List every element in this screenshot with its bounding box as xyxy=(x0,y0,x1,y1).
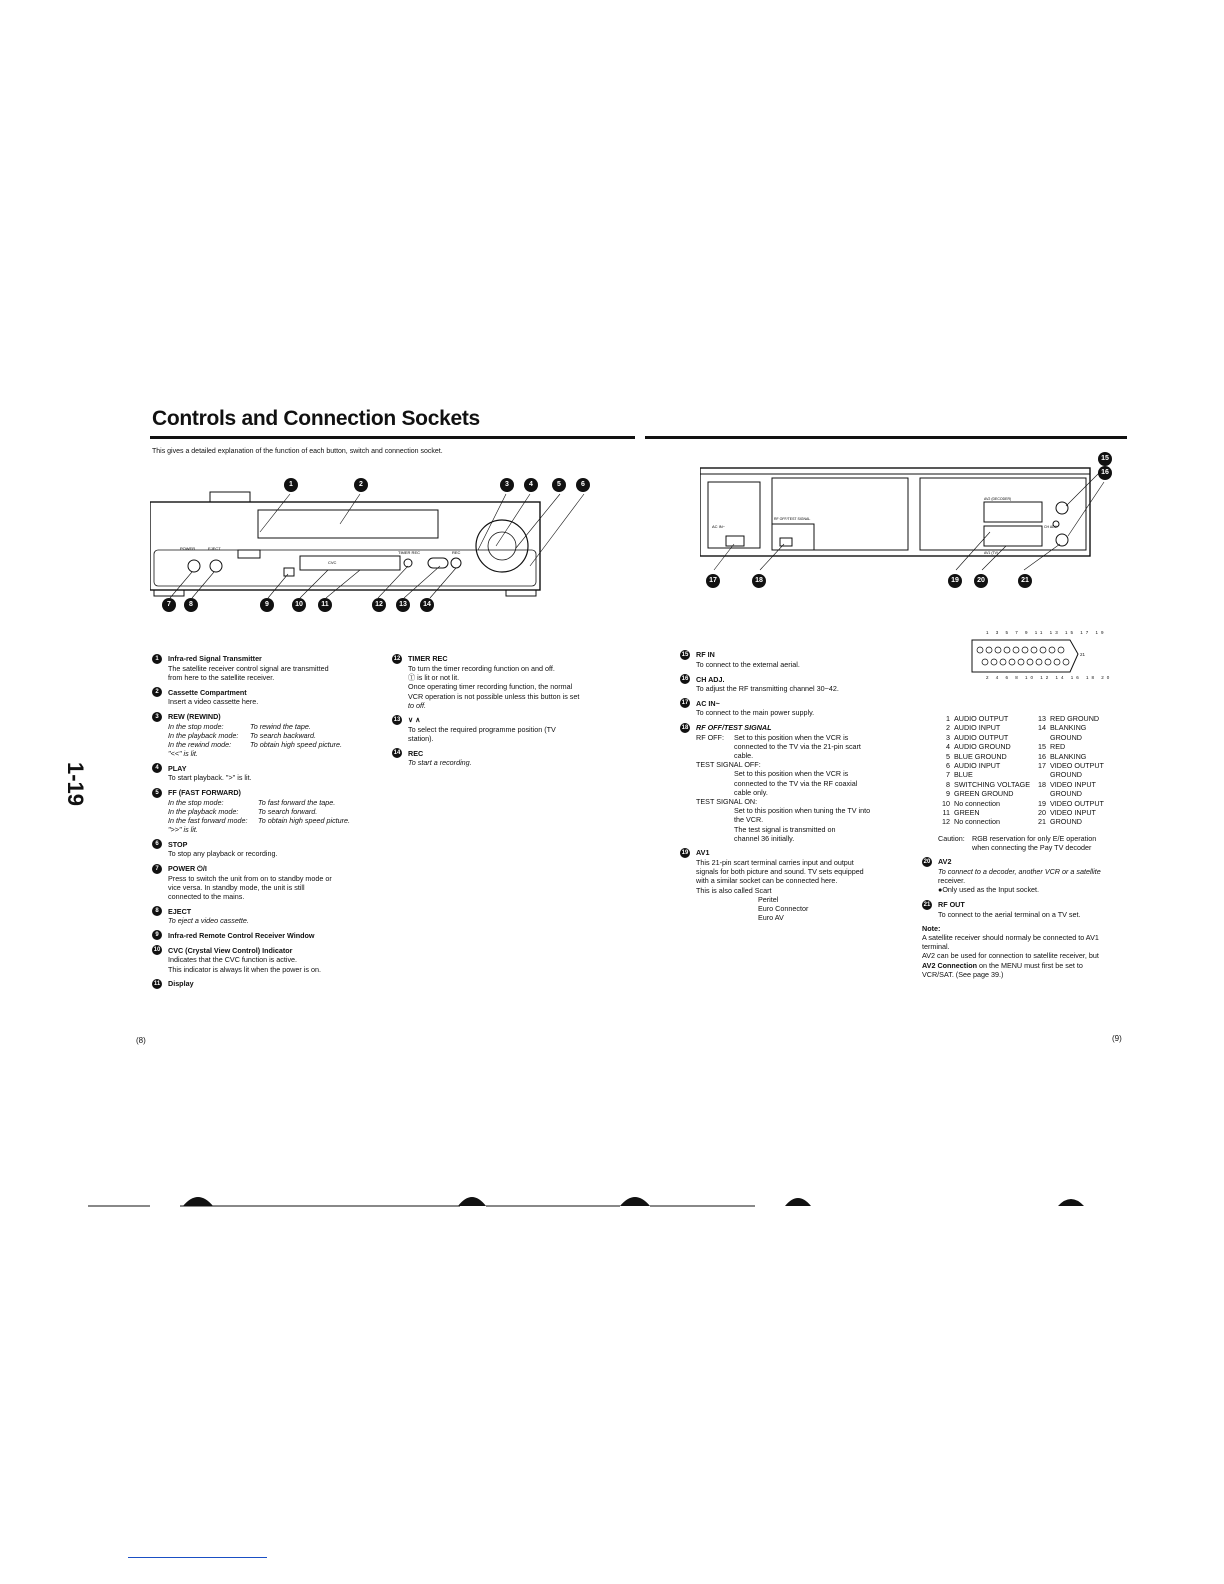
item-14 xyxy=(392,748,597,767)
scart-pin-cell: GREEN GROUND xyxy=(954,789,1014,799)
vcr-rear-body xyxy=(700,468,1090,556)
items-left-column xyxy=(152,654,367,994)
callout-14: 14 xyxy=(420,598,434,612)
item-12-line: to off. xyxy=(408,700,426,710)
scart-pin-cell: AUDIO OUTPUT xyxy=(954,714,1009,723)
row-key: In the playback mode: xyxy=(168,730,239,740)
item-2 xyxy=(152,687,367,706)
item-2-title: Cassette Compartment xyxy=(168,687,247,697)
scart-pin-row xyxy=(938,770,1118,779)
item-1-title: Infra-red Signal Transmitter xyxy=(168,654,262,664)
badge-1: 1 xyxy=(152,654,162,664)
callout-6: 6 xyxy=(576,478,590,492)
page-number-right: (9) xyxy=(1112,1034,1122,1043)
title-rule-left xyxy=(150,436,635,439)
scart-pin-cell: 20 xyxy=(1038,808,1046,818)
item-10-line: This indicator is always lit when the power is on. xyxy=(168,964,322,974)
scart-pin-cell: 10 xyxy=(942,798,950,808)
item-18 xyxy=(680,723,890,843)
item-13-title: ∨ ∧ xyxy=(408,715,421,725)
ac-in-socket xyxy=(726,536,744,546)
badge-21: 21 xyxy=(923,901,931,908)
item-20-line: To connect to a decoder, another VCR or a satellite xyxy=(938,867,1101,876)
callout-1: 1 xyxy=(284,478,298,492)
item-4-title: PLAY xyxy=(168,763,187,773)
badge-20: 20 xyxy=(923,859,931,865)
row-val: To search forward. xyxy=(258,806,318,816)
scart-pin-cell: 6 xyxy=(946,761,950,771)
scart-pin-cell: 4 xyxy=(946,742,950,752)
bottom-rule xyxy=(128,1557,267,1558)
scart-pin-cell: 11 xyxy=(942,808,950,818)
badge-9: 9 xyxy=(152,930,162,940)
item-17 xyxy=(680,698,890,717)
item-11 xyxy=(152,979,367,989)
item-19-line: with a similar socket can be connected here. xyxy=(696,876,838,886)
scart-pin-cell: RED xyxy=(1050,742,1066,752)
scart-pin-cell: GREEN xyxy=(954,808,980,818)
scart-top-numbers: 1 3 5 7 9 11 13 15 17 19 xyxy=(986,630,1107,635)
item-12 xyxy=(392,654,597,710)
scart-pin-cell xyxy=(1034,770,1046,779)
callout-7: 7 xyxy=(162,598,176,612)
scart-pin-cell: AUDIO GROUND xyxy=(954,742,1011,752)
test-off-line: cable only. xyxy=(734,787,768,797)
item-17-line: To connect to the main power supply. xyxy=(696,708,815,718)
item-13-line: To select the required programme position (TV xyxy=(408,725,556,735)
eject-button-shape xyxy=(210,560,222,572)
rf-out-socket xyxy=(1056,534,1068,546)
scart-pin-cell: BLANKING xyxy=(1050,751,1087,761)
scart-pin-cell: SWITCHING VOLTAGE xyxy=(954,779,1031,789)
callout-4: 4 xyxy=(524,478,538,492)
rear-panel-diagram xyxy=(700,462,1120,592)
scart-pin-cell: AUDIO OUTPUT xyxy=(954,732,1009,742)
front-panel-diagram xyxy=(150,470,590,620)
item-6 xyxy=(152,839,367,858)
side-page-label: 1-19 xyxy=(63,762,88,807)
page-number-left: (8) xyxy=(136,1036,146,1045)
note-line: AV2 can be used for connection to satellite receiver, but xyxy=(922,951,1099,961)
rf-off-line: cable. xyxy=(734,751,754,761)
item-18-title: RF OFF/TEST SIGNAL xyxy=(696,723,772,732)
callout-15: 15 xyxy=(1098,452,1112,466)
scart-pin-cell: No connection xyxy=(954,798,1000,808)
callout-21: 21 xyxy=(1018,574,1032,588)
scart-connector-diagram xyxy=(970,638,1080,678)
item-8-title: EJECT xyxy=(168,906,192,916)
note-line: terminal. xyxy=(922,942,950,952)
scart-pin-cell xyxy=(1034,733,1046,742)
caution-block xyxy=(938,834,1118,852)
item-1-line: The satellite receiver control signal are transmitted xyxy=(168,664,329,673)
scart-pin-cell: 18 xyxy=(1038,779,1046,789)
item-19 xyxy=(680,848,890,922)
rear-label-ch-adj: CH ADJ. xyxy=(1044,525,1058,529)
item-21-line: To connect to the aerial terminal on a TV set. xyxy=(938,909,1081,919)
item-19-aka: Euro Connector xyxy=(758,904,809,914)
scart-pin-row xyxy=(938,808,1118,817)
display-window xyxy=(300,556,400,570)
item-16-line: To adjust the RF transmitting channel 30~42. xyxy=(696,684,839,694)
badge-17: 17 xyxy=(681,700,689,707)
note-bold: AV2 Connection xyxy=(922,960,977,970)
item-15 xyxy=(680,650,890,669)
scart-pin-row xyxy=(938,817,1118,826)
badge-11: 11 xyxy=(153,980,161,987)
item-10-title: CVC (Crystal View Control) Indicator xyxy=(168,945,293,955)
badge-15: 15 xyxy=(681,652,689,658)
item-9-title: Infra-red Remote Control Receiver Window xyxy=(168,930,315,940)
av2-scart xyxy=(984,502,1042,522)
scart-pin-cell: 14 xyxy=(1038,723,1046,733)
callout-18: 18 xyxy=(752,574,766,588)
row-key: In the stop mode: xyxy=(168,721,224,731)
item-5-after: ">>" is lit. xyxy=(168,825,198,835)
item-12-line: Ⓣ is lit or not lit. xyxy=(408,673,460,683)
page-title: Controls and Connection Sockets xyxy=(152,407,480,430)
item-20-title: AV2 xyxy=(938,857,952,867)
front-label-power: POWER xyxy=(180,546,196,551)
badge-10: 10 xyxy=(153,947,161,954)
callout-9: 9 xyxy=(260,598,274,612)
badge-4: 4 xyxy=(152,763,162,773)
item-7-title: POWER ⏻/I xyxy=(168,864,207,874)
item-19-title: AV1 xyxy=(696,848,710,858)
item-13 xyxy=(392,715,597,743)
scart-pin-row xyxy=(938,723,1118,732)
item-21 xyxy=(922,900,1122,919)
intro-text: This gives a detailed explanation of the function of each button, switch and connection socket. xyxy=(152,448,443,455)
item-6-line: To stop any playback or recording. xyxy=(168,849,278,859)
item-9 xyxy=(152,930,367,940)
scart-pin-cell: BLUE xyxy=(954,770,973,780)
row-key: In the stop mode: xyxy=(168,797,224,807)
rf-in-socket xyxy=(1056,502,1068,514)
row-val: To rewind the tape. xyxy=(250,721,311,731)
callout-5: 5 xyxy=(552,478,566,492)
callout-11: 11 xyxy=(318,598,332,612)
badge-18: 18 xyxy=(681,724,689,731)
caution-line: when connecting the Pay TV decoder xyxy=(972,843,1092,853)
scart-pin-cell: BLUE GROUND xyxy=(954,751,1007,761)
scart-pin-cell: AUDIO INPUT xyxy=(954,723,1001,733)
row-val: To search backward. xyxy=(250,730,317,740)
test-on-line: The test signal is transmitted on xyxy=(734,824,836,834)
callout-16: 16 xyxy=(1098,466,1112,480)
badge-5: 5 xyxy=(152,788,162,798)
scart-pin-row xyxy=(938,733,1118,742)
item-7 xyxy=(152,864,367,902)
row-key: In the rewind mode: xyxy=(168,740,232,750)
items-far-right-column xyxy=(922,857,1122,979)
badge-19: 19 xyxy=(681,850,689,857)
scart-pin-cell: GROUND xyxy=(1050,770,1082,780)
item-8-line: To eject a video cassette. xyxy=(168,916,249,926)
badge-13: 13 xyxy=(393,717,401,724)
item-15-title: RF IN xyxy=(696,650,715,660)
item-7-line: Press to switch the unit from on to standby mode or xyxy=(168,873,332,883)
item-14-line: To start a recording. xyxy=(408,758,472,768)
scart-pin-row xyxy=(938,780,1118,789)
item-20-line: ●Only used as the Input socket. xyxy=(938,885,1040,895)
scart-pin-cell: VIDEO INPUT xyxy=(1050,779,1096,789)
item-12-line: To turn the timer recording function on and off. xyxy=(408,664,555,673)
front-label-cvc: CVC xyxy=(328,560,337,565)
callout-3: 3 xyxy=(500,478,514,492)
item-1 xyxy=(152,654,367,682)
row-key: In the playback mode: xyxy=(168,806,239,816)
badge-3: 3 xyxy=(152,712,162,722)
title-rule-right xyxy=(645,436,1127,439)
scart-pin-list xyxy=(938,714,1118,827)
note-rest: on the MENU must first be set to xyxy=(976,960,1083,970)
badge-6: 6 xyxy=(152,839,162,849)
callout-12: 12 xyxy=(372,598,386,612)
scart-pin-cell: RED GROUND xyxy=(1050,714,1100,723)
badge-16: 16 xyxy=(681,676,689,683)
scart-pin-cell: BLANKING xyxy=(1050,723,1087,733)
item-3-after: "<<" is lit. xyxy=(168,749,198,759)
scart-pin-row xyxy=(938,742,1118,751)
scart-pin-cell: 8 xyxy=(946,779,950,789)
item-12-title: TIMER REC xyxy=(408,654,448,664)
test-on-line: the VCR. xyxy=(734,815,764,825)
scart-pin-cell: 3 xyxy=(946,732,950,742)
binding-marks xyxy=(0,1186,1224,1216)
scart-side-number: 21 xyxy=(1080,652,1086,657)
front-label-rec: REC xyxy=(452,550,461,555)
item-7-line: vice versa. In standby mode, the unit is still xyxy=(168,882,305,892)
item-3 xyxy=(152,712,367,759)
scart-pin-cell: GROUND xyxy=(1050,732,1082,742)
item-21-title: RF OUT xyxy=(938,900,965,909)
badge-8: 8 xyxy=(152,906,162,916)
callout-8: 8 xyxy=(184,598,198,612)
scart-pin-cell: 9 xyxy=(946,789,950,799)
item-14-title: REC xyxy=(408,748,424,758)
scart-pin-cell: VIDEO INPUT xyxy=(1050,808,1096,818)
callout-17: 17 xyxy=(706,574,720,588)
rear-label-ac-in: AC IN~ xyxy=(712,524,726,529)
badge-12: 12 xyxy=(393,656,401,662)
badge-7: 7 xyxy=(152,864,162,874)
front-label-timer-rec: TIMER REC xyxy=(398,550,420,555)
item-19-line: This is also called Scart xyxy=(696,885,772,895)
scart-pin-cell: GROUND xyxy=(1050,789,1082,799)
rear-label-rf-off: RF OFF/TEST SIGNAL xyxy=(774,517,811,521)
callout-2: 2 xyxy=(354,478,368,492)
item-12-line: VCR operation is not possible unless this button is set xyxy=(408,691,580,701)
item-13-line: station). xyxy=(408,734,434,744)
power-button-shape xyxy=(188,560,200,572)
scart-pin-row xyxy=(938,761,1118,770)
caution-line: RGB reservation for only E/E operation xyxy=(972,834,1097,843)
item-5-title: FF (FAST FORWARD) xyxy=(168,788,241,798)
item-19-line: signals for both picture and sound. TV sets equipped xyxy=(696,867,864,877)
test-on-line: channel 36 initially. xyxy=(734,833,795,843)
item-10-line: Indicates that the CVC function is active. xyxy=(168,955,298,965)
badge-14: 14 xyxy=(393,750,401,757)
item-19-aka: Peritel xyxy=(758,894,779,904)
test-off-line: connected to the TV via the RF coaxial xyxy=(734,778,858,788)
callout-20: 20 xyxy=(974,574,988,588)
scart-pin-cell: AUDIO INPUT xyxy=(954,761,1001,771)
scart-pin-row xyxy=(938,752,1118,761)
item-12-line: Once operating timer recording function, the normal xyxy=(408,682,573,692)
item-11-title: Display xyxy=(168,979,194,989)
test-off-line: Set to this position when the VCR is xyxy=(734,769,849,779)
badge-2: 2 xyxy=(152,687,162,697)
scart-pin-row xyxy=(938,799,1118,808)
item-8 xyxy=(152,906,367,925)
item-3-title: REW (REWIND) xyxy=(168,712,221,721)
items-right-column xyxy=(680,650,890,927)
front-label-eject: EJECT xyxy=(208,546,221,551)
scart-pin-row xyxy=(938,789,1118,798)
jog-dial-shape xyxy=(476,520,528,572)
item-4 xyxy=(152,763,367,782)
callout-19: 19 xyxy=(948,574,962,588)
item-17-title: AC IN~ xyxy=(696,698,720,708)
scart-pin-cell: 5 xyxy=(946,751,950,761)
scart-pin-cell: VIDEO OUTPUT xyxy=(1050,761,1104,771)
row-key: In the fast forward mode: xyxy=(168,816,248,826)
scart-pin-cell: VIDEO OUTPUT xyxy=(1050,798,1104,808)
scart-pin-cell: 13 xyxy=(1038,714,1046,723)
scart-pin-cell: 1 xyxy=(946,714,950,723)
item-10 xyxy=(152,945,367,973)
note-label: Note: xyxy=(922,923,941,933)
scart-pin-cell: 15 xyxy=(1038,742,1046,752)
item-6-title: STOP xyxy=(168,839,188,849)
scart-bottom-numbers: 2 4 6 8 10 12 14 16 18 20 xyxy=(986,675,1113,680)
callout-10: 10 xyxy=(292,598,306,612)
item-19-line: This 21-pin scart terminal carries input and output xyxy=(696,858,854,868)
note-line: A satellite receiver should normaly be connected to AV1 xyxy=(922,933,1099,943)
item-15-line: To connect to the external aerial. xyxy=(696,660,800,669)
rf-off-line: connected to the TV via the 21-pin scart xyxy=(734,741,861,751)
rear-label-av1: AV1 (TV) xyxy=(984,551,999,555)
item-16 xyxy=(680,674,890,693)
item-5 xyxy=(152,788,367,835)
item-20-line: receiver. xyxy=(938,876,966,886)
scart-pin-cell xyxy=(1034,789,1046,798)
row-val: To fast forward the tape. xyxy=(258,797,336,807)
row-val: To obtain high speed picture. xyxy=(250,740,343,750)
row-val: To obtain high speed picture. xyxy=(258,816,351,826)
callout-13: 13 xyxy=(396,598,410,612)
item-4-line: To start playback. ">" is lit. xyxy=(168,773,252,783)
scart-pin-row xyxy=(938,714,1118,723)
scart-pin-cell: 16 xyxy=(1038,751,1046,761)
rf-off-label: RF OFF: xyxy=(696,732,724,742)
note-last: VCR/SAT. (See page 39.) xyxy=(922,969,1004,979)
item-7-line: connected to the mains. xyxy=(168,892,245,902)
item-20 xyxy=(922,857,1122,895)
cassette-slot xyxy=(258,510,438,538)
scart-pin-cell: 7 xyxy=(946,770,950,780)
item-1-line: from here to the satellite receiver. xyxy=(168,673,275,683)
note-block xyxy=(922,924,1122,979)
test-on-label: TEST SIGNAL ON: xyxy=(696,797,758,807)
scart-pin-cell: 21 xyxy=(1038,817,1046,827)
rear-label-av2: AV2 (DECODER) xyxy=(984,497,1012,501)
scart-pin-cell: 2 xyxy=(946,723,950,733)
scart-pin-cell: 12 xyxy=(942,817,950,827)
scart-pin-cell: No connection xyxy=(954,817,1000,827)
scart-pin-cell: GROUND xyxy=(1050,817,1082,827)
rf-off-line: Set to this position when the VCR is xyxy=(734,732,849,742)
scart-pin-cell: 19 xyxy=(1038,798,1046,808)
item-2-line: Insert a video cassette here. xyxy=(168,697,259,707)
caution-label: Caution: xyxy=(938,834,965,843)
item-16-title: CH ADJ. xyxy=(696,674,725,684)
test-on-line: Set to this position when tuning the TV into xyxy=(734,806,871,816)
av1-scart xyxy=(984,526,1042,546)
items-mid-column xyxy=(392,654,597,773)
item-19-aka: Euro AV xyxy=(758,913,784,923)
test-off-label: TEST SIGNAL OFF: xyxy=(696,760,761,770)
scart-pin-cell: 17 xyxy=(1038,761,1046,771)
